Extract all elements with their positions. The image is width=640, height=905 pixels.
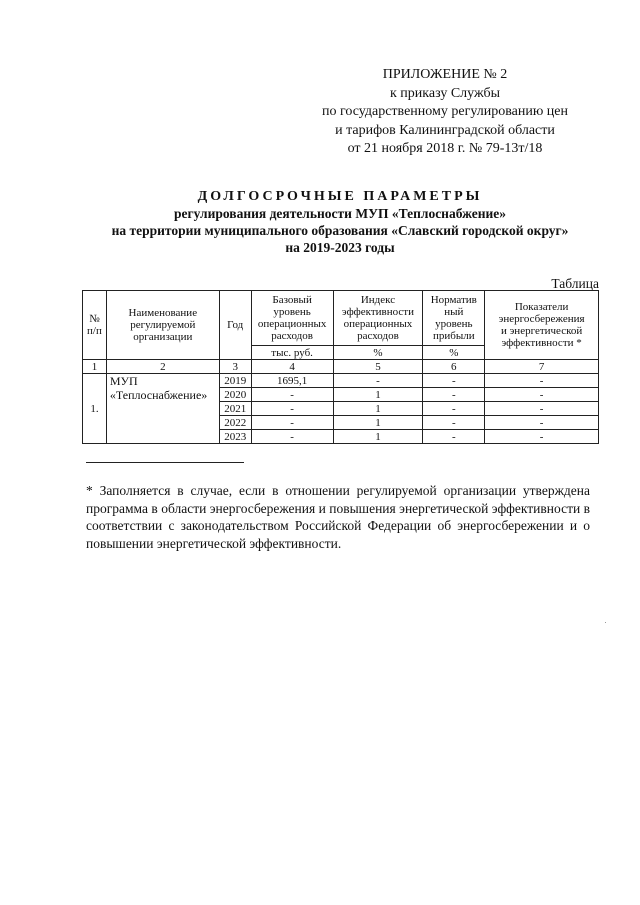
header-org: Наименование регулируемой организации xyxy=(106,291,219,360)
year-cell: 2020 xyxy=(219,388,251,402)
unit-base: тыс. руб. xyxy=(251,346,333,360)
unit-profit: % xyxy=(423,346,485,360)
profit-cell: - xyxy=(423,430,485,444)
energy-cell: - xyxy=(485,374,599,388)
title-line: на территории муниципального образования «Славский городской округ» xyxy=(111,223,569,238)
column-number-row xyxy=(83,360,599,374)
appendix-line: к приказу Службы xyxy=(390,85,500,101)
header-index: Индекс эффективности операционных расходов xyxy=(333,291,423,346)
index-cell: - xyxy=(333,374,423,388)
base-cell: - xyxy=(251,388,333,402)
column-number: 7 xyxy=(485,360,599,374)
header-base: Базовый уровень операционных расходов xyxy=(251,291,333,346)
table-row xyxy=(83,374,599,388)
footnote-divider xyxy=(86,462,244,463)
header-profit: Норматив ный уровень прибыли xyxy=(423,291,485,346)
energy-cell: - xyxy=(485,402,599,416)
row-number: 1. xyxy=(83,374,107,444)
index-cell: 1 xyxy=(333,430,423,444)
energy-cell: - xyxy=(485,416,599,430)
footnote: * Заполняется в случае, если в отношении регулируемой организации утверждена программа в области энергосбережения и повышения энергетической эффективности в соответствии с законодательством Российской Федерации об энергосбережении и о повышении энергетической эффективности. xyxy=(86,483,590,551)
year-cell: 2022 xyxy=(219,416,251,430)
header-year: Год xyxy=(219,291,251,360)
appendix-line: от 21 ноября 2018 г. № 79-13т/18 xyxy=(347,141,543,156)
year-cell: 2021 xyxy=(219,402,251,416)
table-caption: Таблица xyxy=(551,276,599,291)
header-energy: Показатели энергосбережения и энергетической эффективности * xyxy=(485,291,599,360)
appendix-line: ПРИЛОЖЕНИЕ № 2 xyxy=(382,67,508,82)
appendix-line: и тарифов Калининградской области xyxy=(335,122,555,138)
column-number: 4 xyxy=(251,360,333,374)
appendix-line: по государственному регулированию цен xyxy=(322,104,568,119)
column-number: 2 xyxy=(106,360,219,374)
year-cell: 2023 xyxy=(219,430,251,444)
column-number: 5 xyxy=(333,360,423,374)
index-cell: 1 xyxy=(333,388,423,402)
header-num: № п/п xyxy=(83,291,107,360)
profit-cell: - xyxy=(423,416,485,430)
year-cell: 2019 xyxy=(219,374,251,388)
scan-speck xyxy=(605,622,606,623)
organization-name: МУП «Теплоснабжение» xyxy=(106,374,219,444)
base-cell: - xyxy=(251,402,333,416)
unit-index: % xyxy=(333,346,423,360)
base-cell: 1695,1 xyxy=(251,374,333,388)
column-number: 6 xyxy=(423,360,485,374)
column-number: 3 xyxy=(219,360,251,374)
profit-cell: - xyxy=(423,402,485,416)
index-cell: 1 xyxy=(333,416,423,430)
index-cell: 1 xyxy=(333,402,423,416)
table-header-row xyxy=(83,291,599,346)
profit-cell: - xyxy=(423,388,485,402)
title-line: на 2019-2023 годы xyxy=(285,240,395,255)
energy-cell: - xyxy=(485,430,599,444)
title-line: регулирования деятельности МУП «Теплоснабжение» xyxy=(173,206,507,221)
base-cell: - xyxy=(251,416,333,430)
parameters-table xyxy=(82,290,599,444)
profit-cell: - xyxy=(423,374,485,388)
document-title xyxy=(40,188,640,256)
base-cell: - xyxy=(251,430,333,444)
title-line: ДОЛГОСРОЧНЫЕ ПАРАМЕТРЫ xyxy=(197,189,483,204)
column-number: 1 xyxy=(83,360,107,374)
appendix-header xyxy=(300,66,590,159)
energy-cell: - xyxy=(485,388,599,402)
